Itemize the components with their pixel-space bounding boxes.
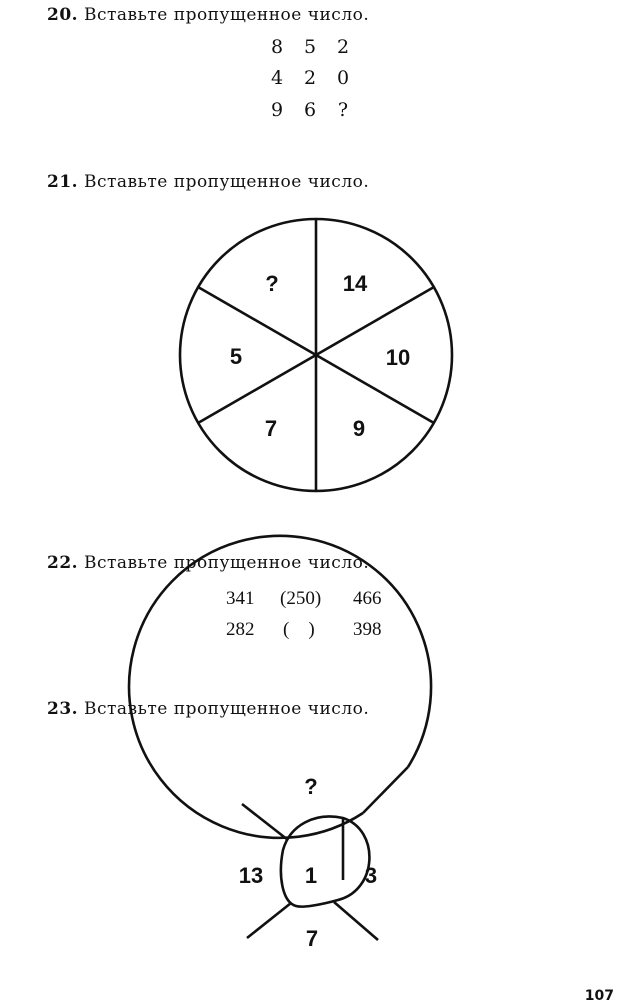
row-left-value: 341 bbox=[226, 588, 255, 609]
question-text: Вставьте пропущенное число. bbox=[83, 5, 370, 25]
divider-line bbox=[198, 287, 316, 355]
row-right-value: 466 bbox=[353, 588, 382, 609]
spiral-cell-value: 13 bbox=[238, 863, 264, 888]
grid-cell: 2 bbox=[336, 36, 350, 58]
row-left-value: 282 bbox=[226, 619, 255, 640]
grid-cell: 2 bbox=[303, 67, 317, 89]
sector-value: 7 bbox=[264, 416, 278, 441]
grid-cell: 6 bbox=[303, 99, 317, 121]
grid-cell: 4 bbox=[270, 67, 284, 89]
question-number: 20. bbox=[47, 5, 79, 25]
question-text: Вставьте пропущенное число. bbox=[83, 553, 370, 573]
row-middle-value: (250) bbox=[280, 588, 322, 609]
sector-value: ? bbox=[265, 271, 279, 296]
row-middle-value: ( ) bbox=[283, 619, 315, 640]
spiral-cell-value: 3 bbox=[364, 863, 378, 888]
sector-value: 10 bbox=[385, 345, 411, 370]
row-right-value: 398 bbox=[353, 619, 382, 640]
divider-line bbox=[316, 355, 434, 423]
question-22-heading bbox=[47, 553, 369, 573]
question-23-heading bbox=[47, 699, 369, 719]
question-text: Вставьте пропущенное число. bbox=[83, 172, 370, 192]
sector-value: 14 bbox=[342, 271, 368, 296]
grid-cell: 9 bbox=[270, 99, 284, 121]
page-number: 107 bbox=[584, 988, 614, 1004]
spiral-outer-outline bbox=[129, 536, 431, 838]
spiral-end-cap bbox=[363, 767, 408, 813]
grid-cell: ? bbox=[337, 99, 349, 121]
spiral-cell-value: ? bbox=[304, 774, 318, 799]
question-number: 21. bbox=[47, 172, 79, 192]
sector-value: 9 bbox=[352, 416, 366, 441]
grid-cell: 0 bbox=[336, 67, 350, 89]
divider-line bbox=[316, 287, 434, 355]
sector-value: 5 bbox=[229, 344, 243, 369]
divider-line bbox=[198, 355, 316, 423]
grid-cell: 5 bbox=[303, 36, 317, 58]
grid-cell: 8 bbox=[270, 36, 284, 58]
spiral-cell-value: 1 bbox=[304, 863, 318, 888]
spiral-cell-value: 7 bbox=[305, 926, 319, 951]
question-number: 22. bbox=[47, 553, 79, 573]
spiral-divider bbox=[247, 903, 291, 938]
spiral-divider bbox=[334, 902, 378, 940]
question-number: 23. bbox=[47, 699, 79, 719]
question-text: Вставьте пропущенное число. bbox=[83, 699, 370, 719]
